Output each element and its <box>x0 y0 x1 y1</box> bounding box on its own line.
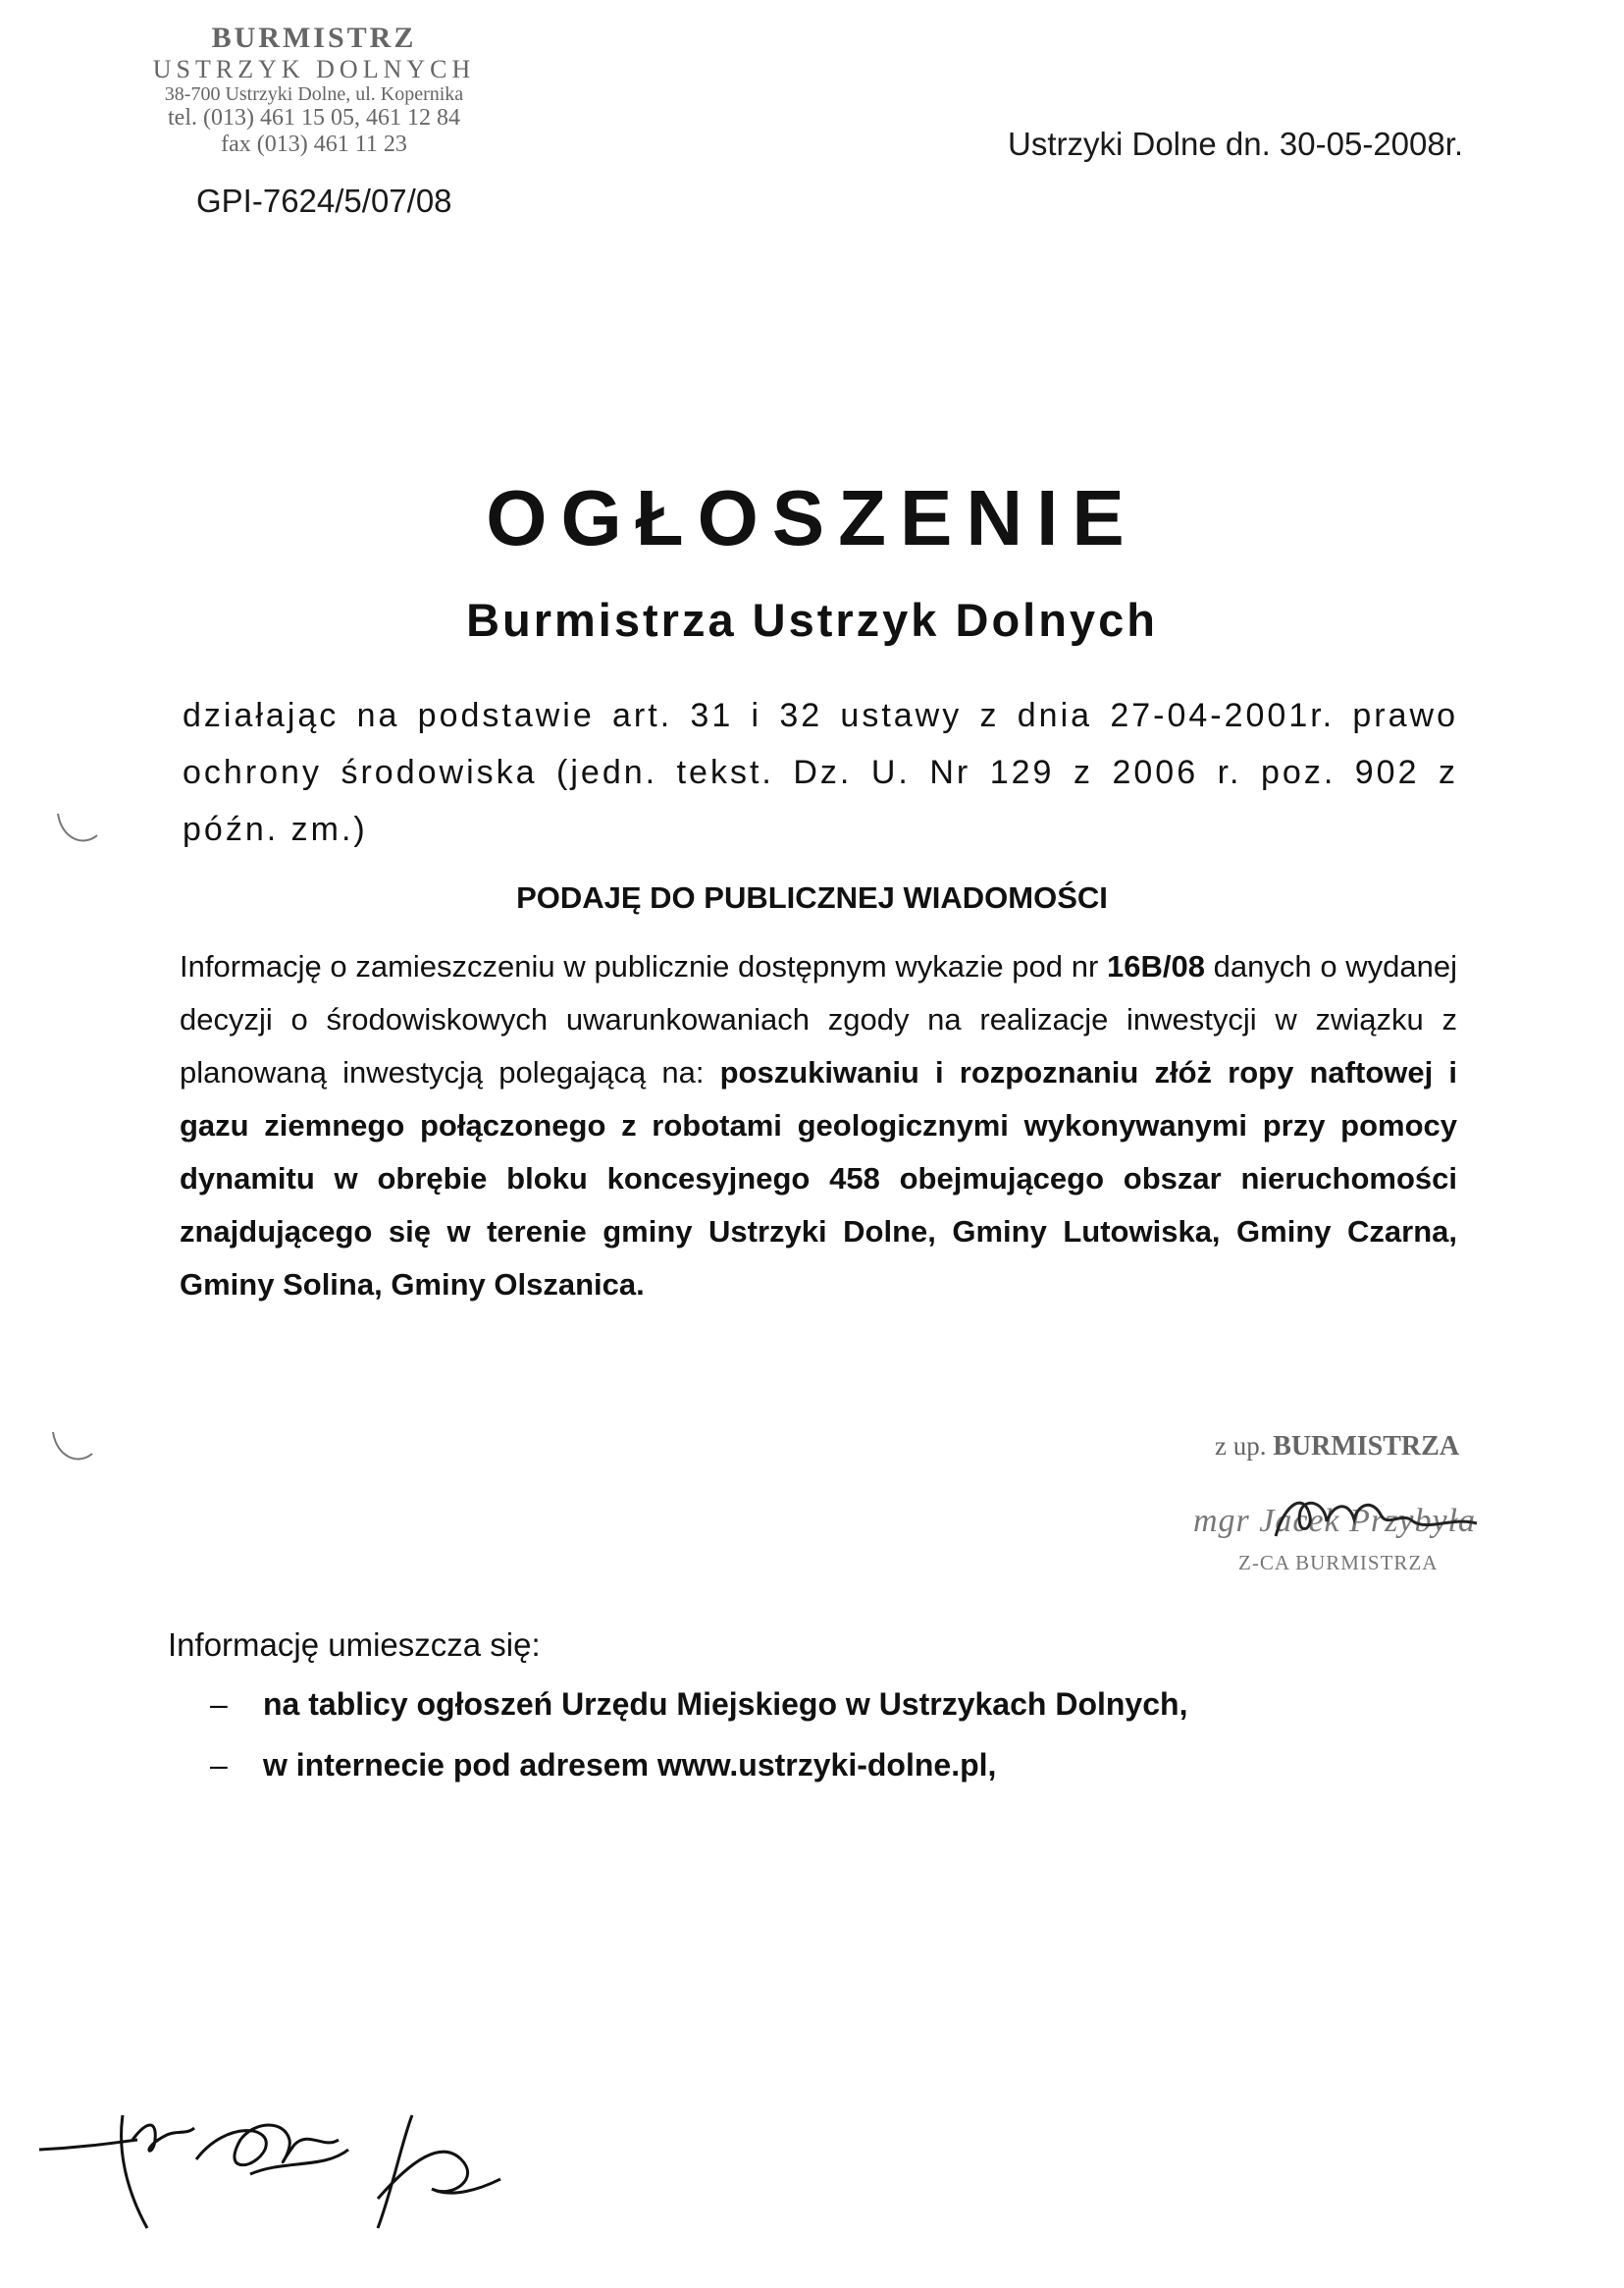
stamp-address: 38-700 Ustrzyki Dolne, ul. Kopernika <box>164 82 464 105</box>
project-description: poszukiwaniu i rozpoznaniu złóż ropy naftowej i gazu ziemnego połączonego z robotami geologicznymi wykonywanymi przy pomocy dynamitu w obrębie bloku koncesyjnego 458 obejmującego obszar nieruchomości znajdującego się w terenie gminy Ustrzyki Dolne, Gminy Lutowiska, Gminy Czarna, Gminy Solina, Gminy Olszanica. <box>180 1055 1457 1302</box>
on-behalf-line <box>1215 1431 1459 1463</box>
stamp-title: BURMISTRZ <box>211 22 417 54</box>
distribution-item-internet: w internecie pod adresem www.ustrzyki-dolne.pl, <box>263 1747 997 1783</box>
distribution-list <box>210 1686 1187 1808</box>
document-date: Ustrzyki Dolne dn. 30-05-2008r. <box>1008 126 1464 162</box>
letterhead-stamp <box>118 22 510 158</box>
body-decision: danych o wydanej decyzji o środowiskowych uwarunkowaniach zgody na realizacje inwestycji w związku z planowaną inwestycją polegającą na: <box>180 949 1458 1090</box>
stamp-phone: tel. (013) 461 15 05, 461 12 84 <box>168 105 460 132</box>
document-subtitle: Burmistrza Ustrzyk Dolnych <box>466 594 1158 646</box>
body-intro: Informację o zamieszczeniu w publicznie dostępnym wykazie pod nr <box>180 949 1107 984</box>
handwritten-initials <box>39 2081 589 2248</box>
on-behalf-prefix: z up. <box>1215 1431 1267 1461</box>
list-item <box>210 1686 1187 1747</box>
signatory-role: Z-CA BURMISTRZA <box>1238 1551 1439 1574</box>
announcement-body <box>180 940 1457 1311</box>
document-title: OGŁOSZENIE <box>486 474 1138 561</box>
dash-bullet: – <box>210 1686 228 1722</box>
distribution-heading: Informację umieszcza się: <box>168 1626 541 1663</box>
legal-basis: działając na podstawie art. 31 i 32 ustawy z dnia 27-04-2001r. prawo ochrony środowiska (jedn. tekst. Dz. U. Nr 129 z 2006 r. poz. 902 z późn. zm.) <box>183 697 1458 848</box>
stamp-town: USTRZYK DOLNYCH <box>152 54 476 83</box>
handwritten-signature <box>1266 1482 1501 1551</box>
register-number: 16B/08 <box>1107 949 1205 984</box>
distribution-item-notice-board: na tablicy ogłoszeń Urzędu Miejskiego w Ustrzykach Dolnych, <box>263 1686 1188 1722</box>
announcement-heading: PODAJĘ DO PUBLICZNEJ WIADOMOŚCI <box>516 880 1108 915</box>
dash-bullet: – <box>210 1747 228 1783</box>
signatory-name: mgr Jacek Przybyła <box>1193 1503 1477 1539</box>
on-behalf-authority: BURMISTRZA <box>1273 1431 1460 1462</box>
stamp-fax: fax (013) 461 11 23 <box>221 131 407 157</box>
list-item <box>210 1747 1187 1808</box>
punch-hole-mark-upper <box>54 810 103 849</box>
punch-hole-mark-lower <box>49 1428 98 1467</box>
reference-number: GPI-7624/5/07/08 <box>196 183 452 219</box>
